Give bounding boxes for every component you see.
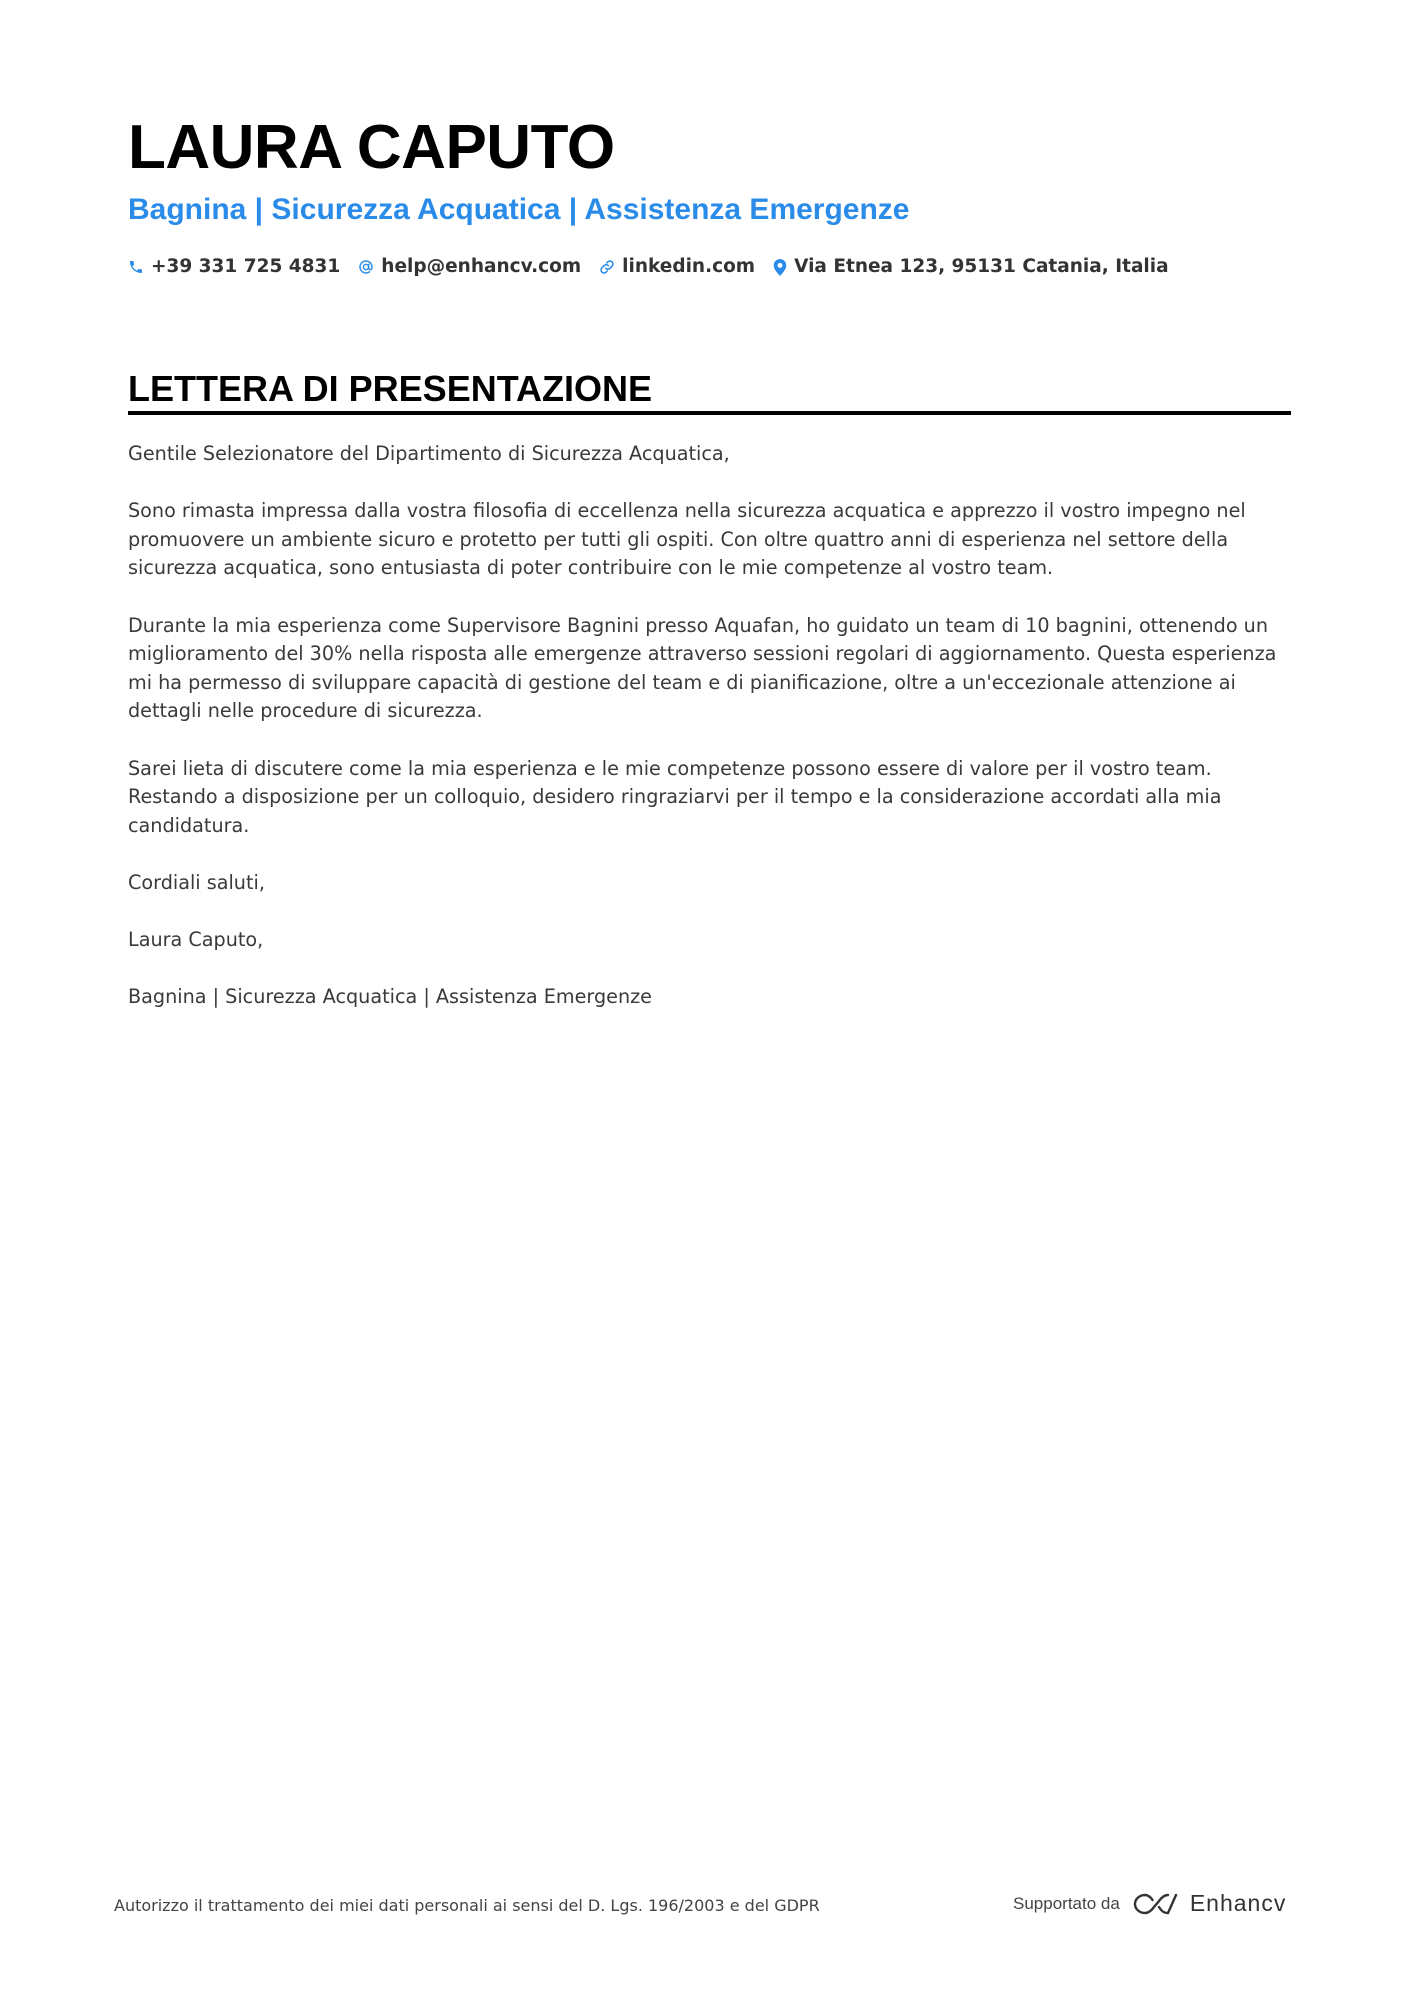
letter-paragraph: Durante la mia esperienza come Supervisore Bagnini presso Aquafan, ho guidato un team di 10 bagnini, ottenendo un miglioramento del 30% nella risposta alle emergenze attraverso sessioni regolari di aggiornamento. Questa esperienza mi ha permesso di sviluppare capacità di gestione del team e di pianificazione, oltre a un'eccezionale attenzione ai dettagli nelle procedure di sicurezza.: [128, 613, 1277, 723]
contact-link[interactable]: [599, 253, 755, 281]
phone-text: +39 331 725 4831: [151, 256, 341, 277]
letter-paragraph: Sarei lieta di discutere come la mia esperienza e le mie competenze possono essere di valore per il vostro team. Restando a disposizione per un colloquio, desidero ringraziarvi per il tempo e la considerazione accordati alla mia candidatura.: [128, 756, 1222, 837]
section-title: LETTERA DI PRESENTAZIONE: [128, 368, 653, 409]
contact-bar: [128, 253, 1187, 281]
link-text: linkedin.com: [622, 256, 756, 277]
at-icon: [358, 259, 374, 275]
candidate-name: LAURA CAPUTO: [128, 113, 615, 182]
candidate-subtitle: Bagnina | Sicurezza Acquatica | Assistenza Emergenze: [128, 193, 910, 226]
letter-paragraph: Sono rimasta impressa dalla vostra filosofia di eccellenza nella sicurezza acquatica e apprezzo il vostro impegno nel promuovere un ambiente sicuro e protetto per tutti gli ospiti. Con oltre quattro anni di esperienza nel settore della sicurezza acquatica, sono entusiasta di poter contribuire con le mie competenze al vostro team.: [128, 499, 1246, 580]
location-pin-icon: [773, 259, 787, 276]
phone-icon: [128, 259, 144, 275]
section-divider: [128, 411, 1291, 415]
letter-closing: Cordiali saluti,: [128, 870, 265, 894]
email-text: help@enhancv.com: [381, 256, 582, 277]
letter-signature: Laura Caputo,: [128, 928, 264, 952]
enhancv-logo-icon: [1132, 1891, 1180, 1917]
contact-phone[interactable]: [128, 253, 340, 281]
contact-email[interactable]: [358, 253, 581, 281]
address-text: Via Etnea 123, 95131 Catania, Italia: [794, 256, 1169, 277]
contact-address: [773, 253, 1169, 281]
privacy-note: Autorizzo il trattamento dei miei dati personali ai sensi del D. Lgs. 196/2003 e del GDPR: [114, 1896, 820, 1915]
letter-body: [128, 440, 1293, 1040]
letter-greeting: Gentile Selezionatore del Dipartimento di Sicurezza Acquatica,: [128, 442, 730, 465]
brand-name: Enhancv: [1189, 1890, 1287, 1916]
powered-by-label: Supportato da: [1013, 1893, 1120, 1913]
letter-signature-title: Bagnina | Sicurezza Acquatica | Assistenza Emergenze: [128, 985, 652, 1009]
powered-by[interactable]: [1013, 1890, 1286, 1917]
link-icon: [599, 259, 615, 275]
